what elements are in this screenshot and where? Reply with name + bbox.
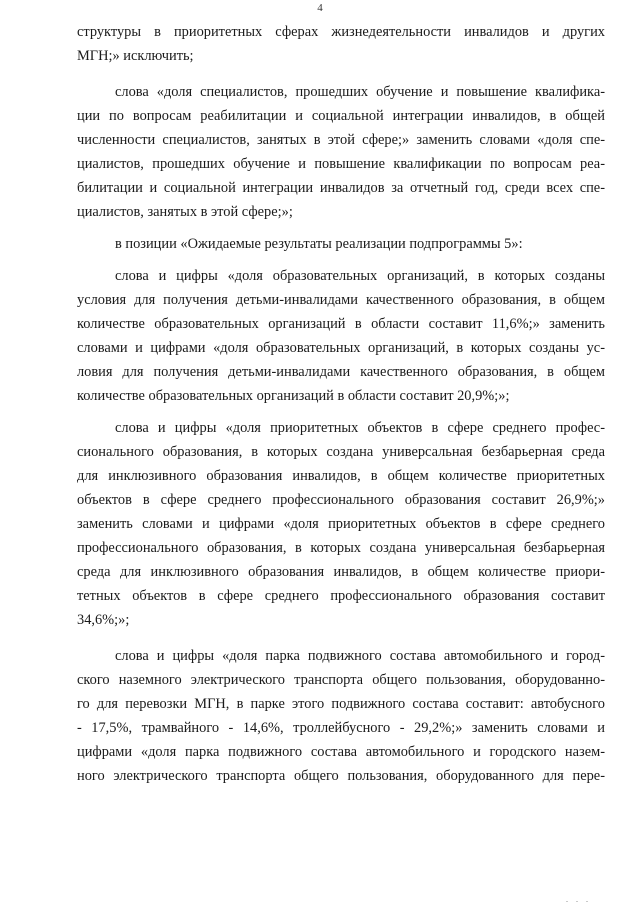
paragraph	[77, 644, 605, 788]
text-line: - 17,5%, трамвайного - 14,6%, троллейбусного - 29,2%;» заменить словами и	[77, 720, 605, 736]
paragraph	[77, 416, 605, 632]
paragraph	[77, 80, 605, 224]
paragraph	[77, 232, 605, 256]
text-line: слова и цифры «доля парка подвижного состава автомобильного и город-	[115, 648, 605, 664]
document-body	[77, 20, 605, 788]
text-line: количестве образовательных организаций в области составит 11,6%;» заменить	[77, 316, 605, 332]
text-line: для инклюзивного образования инвалидов, в общем количестве приоритетных	[77, 468, 605, 484]
text-line: ловия для получения детьми-инвалидами качественного образования, в общем	[77, 364, 605, 380]
text-line: МГН;» исключить;	[77, 48, 194, 64]
text-line: профессионального образования, в которых создана универсальная безбарьерная	[77, 540, 605, 556]
text-line: условия для получения детьми-инвалидами качественного образования, в общем	[77, 292, 605, 308]
text-line: структуры в приоритетных сферах жизнедеятельности инвалидов и других	[77, 24, 605, 40]
text-line: объектов в сфере среднего профессионального образования составит 26,9%;»	[77, 492, 605, 508]
text-line: 34,6%;»;	[77, 612, 130, 628]
scan-specks: . . .	[566, 895, 591, 904]
page-number: 4	[317, 2, 323, 14]
text-line: слова «доля специалистов, прошедших обучение и повышение квалифика-	[115, 84, 605, 100]
text-line: ного электрического транспорта общего пользования, оборудованного для пере-	[77, 768, 605, 784]
text-line: слова и цифры «доля приоритетных объектов в сфере среднего профес-	[115, 420, 605, 436]
text-line: заменить словами и цифрами «доля приоритетных объектов в сфере среднего	[77, 516, 605, 532]
text-line: циалистов, прошедших обучение и повышение квалификации по вопросам реа-	[77, 156, 605, 172]
text-line: численности специалистов, занятых в этой сфере;» заменить словами «доля спе-	[77, 132, 605, 148]
text-line: ции по вопросам реабилитации и социальной интеграции инвалидов, в общей	[77, 108, 605, 124]
text-line: в позиции «Ожидаемые результаты реализации подпрограммы 5»:	[115, 236, 523, 252]
text-line: ского наземного электрического транспорта общего пользования, оборудованно-	[77, 672, 605, 688]
paragraph	[77, 20, 605, 68]
text-line: тетных объектов в сфере среднего профессионального образования составит	[77, 588, 605, 604]
text-line: среда для инклюзивного образования инвалидов, в общем количестве приори-	[77, 564, 605, 580]
text-line: слова и цифры «доля образовательных организаций, в которых созданы	[115, 268, 605, 284]
text-line: количестве образовательных организаций в области составит 20,9%;»;	[77, 388, 510, 404]
text-line: циалистов, занятых в этой сфере;»;	[77, 204, 293, 220]
text-line: сионального образования, в которых создана универсальная безбарьерная среда	[77, 444, 605, 460]
text-line: билитации и социальной интеграции инвалидов за отчетный год, среди всех спе-	[77, 180, 605, 196]
text-line: цифрами «доля парка подвижного состава автомобильного и городского назем-	[77, 744, 605, 760]
text-line: го для перевозки МГН, в парке этого подвижного состава составит: автобусного	[77, 696, 605, 712]
paragraph	[77, 264, 605, 408]
text-line: словами и цифрами «доля образовательных организаций, в которых созданы ус-	[77, 340, 605, 356]
